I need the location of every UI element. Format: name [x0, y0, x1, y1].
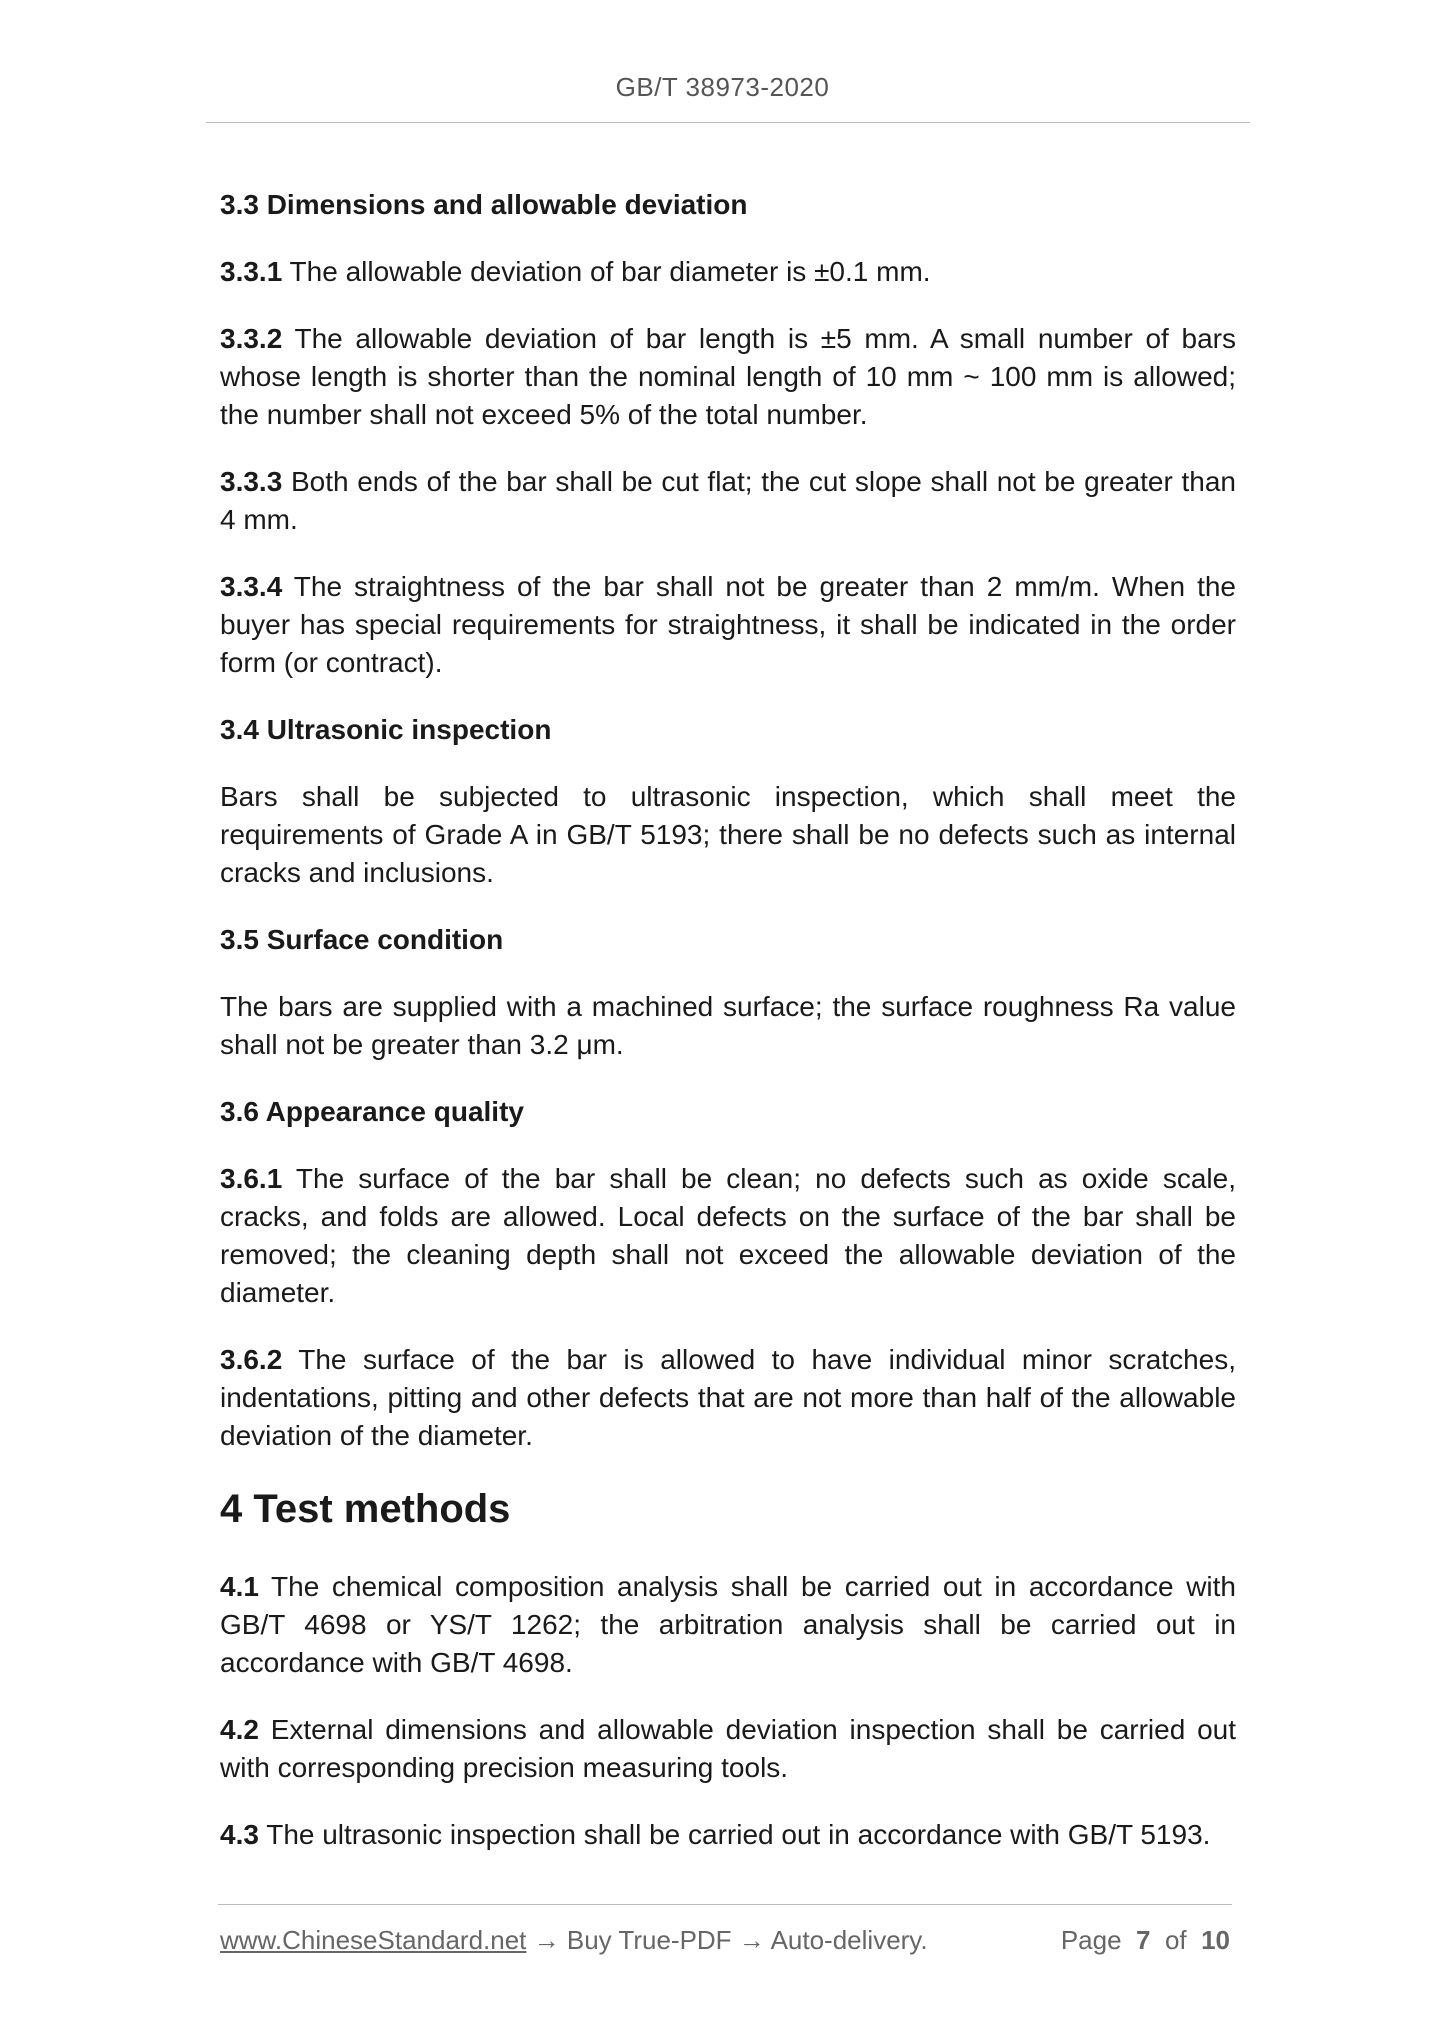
- page-label: Page: [1060, 1925, 1122, 1955]
- header-divider: [206, 122, 1250, 123]
- current-page-number: 7: [1136, 1925, 1151, 1955]
- footer-promo-text: → Buy True-PDF → Auto-delivery.: [526, 1925, 928, 1955]
- clause-number: 3.3.3: [220, 466, 283, 497]
- page-of-label: of: [1164, 1925, 1187, 1955]
- section-3-4-heading: 3.4 Ultrasonic inspection: [220, 714, 552, 745]
- clause-text: External dimensions and allowable deviation inspection shall be carried out with corresponding precision measuring tools.: [220, 1714, 1236, 1783]
- document-code-header: GB/T 38973-2020: [615, 72, 830, 102]
- clause-number: 3.3.2: [220, 323, 283, 354]
- section-3-3-heading: 3.3 Dimensions and allowable deviation: [220, 189, 748, 220]
- total-pages-number: 10: [1201, 1925, 1230, 1955]
- clause-text: Both ends of the bar shall be cut flat; the cut slope shall not be greater than 4 mm.: [220, 466, 1236, 535]
- section-3-4-text: Bars shall be subjected to ultrasonic inspection, which shall meet the requirements of Grade A in GB/T 5193; there shall be no defects such as internal cracks and inclusions.: [220, 781, 1236, 888]
- clause-text: The straightness of the bar shall not be greater than 2 mm/m. When the buyer has special requirements for straightness, it shall be indicated in the order form (or contract).: [220, 571, 1236, 678]
- clause-text: The chemical composition analysis shall be carried out in accordance with GB/T 4698 or YS/T 1262; the arbitration analysis shall be carried out in accordance with GB/T 4698.: [220, 1571, 1236, 1678]
- clause-text: The allowable deviation of bar length is ±5 mm. A small number of bars whose length is shorter than the nominal length of 10 mm ~ 100 mm is allowed; the number shall not exceed 5% of the total number.: [220, 323, 1236, 430]
- clause-3-6-1: [220, 1160, 1236, 1312]
- clause-4-3: [220, 1816, 1236, 1854]
- website-link[interactable]: www.ChineseStandard.net: [220, 1925, 527, 1955]
- document-body: [220, 186, 1236, 1883]
- clause-number: 3.3.4: [220, 571, 283, 602]
- clause-4-1: [220, 1568, 1236, 1682]
- clause-number: 3.6.1: [220, 1163, 283, 1194]
- clause-text: The allowable deviation of bar diameter is ±0.1 mm.: [282, 256, 931, 287]
- footer-promo: [220, 1923, 928, 1957]
- clause-3-3-1: [220, 253, 1236, 291]
- clause-number: 3.6.2: [220, 1344, 283, 1375]
- clause-text: The ultrasonic inspection shall be carried out in accordance with GB/T 5193.: [258, 1819, 1211, 1850]
- clause-number: 4.3: [220, 1819, 259, 1850]
- clause-text: The surface of the bar is allowed to have individual minor scratches, indentations, pitting and other defects that are not more than half of the allowable deviation of the diameter.: [220, 1344, 1236, 1451]
- section-4-heading: 4 Test methods: [220, 1487, 511, 1531]
- section-3-6-heading: 3.6 Appearance quality: [220, 1096, 524, 1127]
- clause-3-3-4: [220, 568, 1236, 682]
- clause-number: 3.3.1: [220, 256, 283, 287]
- page-indicator: [1061, 1923, 1230, 1957]
- section-3-5-text: The bars are supplied with a machined surface; the surface roughness Ra value shall not be greater than 3.2 μm.: [220, 991, 1236, 1060]
- clause-text: The surface of the bar shall be clean; no defects such as oxide scale, cracks, and folds are allowed. Local defects on the surface of the bar shall be removed; the cleaning depth shall not exceed the allowable deviation of the diameter.: [220, 1163, 1236, 1308]
- clause-number: 4.1: [220, 1571, 259, 1602]
- clause-3-6-2: [220, 1341, 1236, 1455]
- footer-divider: [218, 1904, 1232, 1905]
- clause-4-2: [220, 1711, 1236, 1787]
- clause-3-3-2: [220, 320, 1236, 434]
- section-3-5-heading: 3.5 Surface condition: [220, 924, 504, 955]
- clause-3-3-3: [220, 463, 1236, 539]
- clause-number: 4.2: [220, 1714, 259, 1745]
